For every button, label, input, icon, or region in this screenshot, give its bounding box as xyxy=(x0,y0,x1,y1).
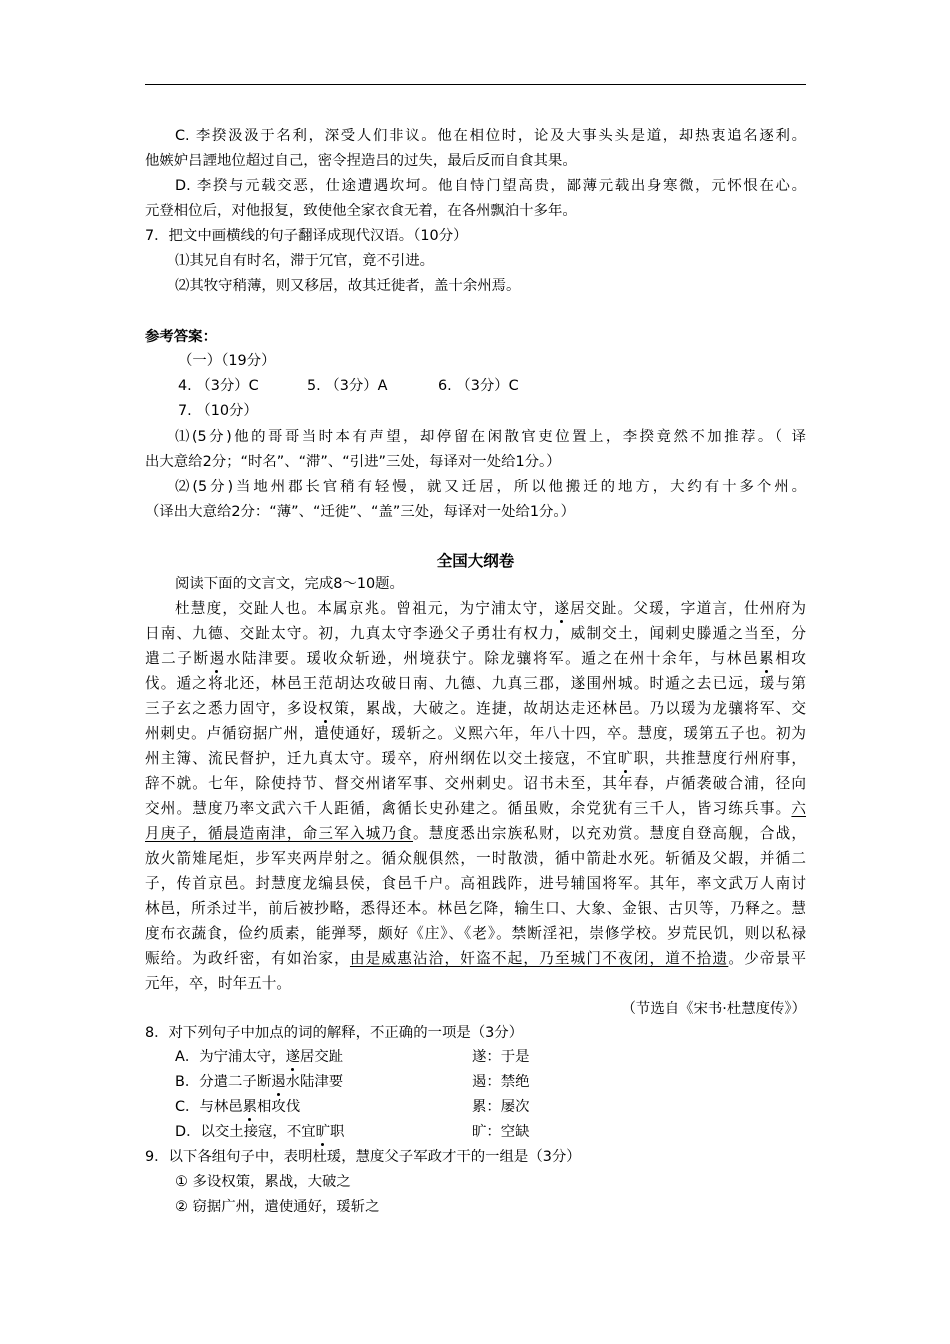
reading-instruction: 阅读下面的文言文，完成8～10题。 xyxy=(175,576,404,592)
passage-line-14: 度布衣蔬食，俭约质素，能弹琴，颇好《庄》、《老》。禁断淫祀，崇修学校。岁荒民饥，则以私禄 xyxy=(145,925,806,942)
question-8-option-c-meaning: 累：屡次 xyxy=(472,1099,530,1115)
passage-line-13: 林邑，所杀过半，前后被抄略，悉得还本。林邑乞降，输生口、大象、金银、古贝等，乃释之。慧 xyxy=(145,900,806,917)
question-8-option-d: D．以交土接寇，不宜旷职 xyxy=(175,1124,345,1140)
answer-q4: 4. （3分）C xyxy=(178,378,259,394)
answer-q6: 6. （3分）C xyxy=(438,378,519,394)
passage-line-3: 遣二子断遏水陆津要。瑗收众斩逊，州境获宁。除龙骧将军。遁之在州十余年，与林邑累相攻 xyxy=(145,650,806,667)
question-7-sentence-1: ⑴其兄自有时名，滞于冗官，竟不引进。 xyxy=(175,253,435,269)
passage-line-7: 州主簿、流民督护，迁九真太守。瑗卒，府州纲佐以交土接寇，不宜旷职，共推慧度行州府事， xyxy=(145,750,806,767)
question-8-option-c: C．与林邑累相攻伐 xyxy=(175,1099,301,1115)
passage-line-1: 杜慧度，交趾人也。本属京兆。曾祖元，为宁浦太守，遂居交趾。父瑗，字道言，仕州府为 xyxy=(175,600,806,617)
answer-7-2-line-2: （译出大意给2分：“薄”、“迁徙”、“盖”三处，每译对一处给1分。） xyxy=(145,504,576,520)
answer-7-1-line-1: ⑴(5分)他的哥哥当时本有声望，却停留在闲散官吏位置上，李揆竟然不加推荐。（ 译 xyxy=(175,429,806,445)
option-d-line-1: D. 李揆与元载交恶，仕途遭遇坎坷。他自恃门望高贵，鄙薄元载出身寒微，元怀恨在心。 xyxy=(175,178,806,194)
question-9-option-2: ② 窃据广州，遣使通好，瑗斩之 xyxy=(175,1199,380,1215)
question-8-option-b-meaning: 遏：禁绝 xyxy=(472,1074,530,1090)
passage-line-16: 元年，卒，时年五十。 xyxy=(145,975,291,992)
section-title: 全国大纲卷 xyxy=(436,552,515,570)
passage-line-9: 交州。慧度乃率文武六千人距循，禽循长史孙建之。循虽败，余党犹有三千人，皆习练兵事。六 xyxy=(145,800,806,817)
passage-line-6: 州刺史。卢循窃据广州，遣使通好，瑗斩之。义熙六年，年八十四，卒。慧度，瑗第五子也。初为 xyxy=(145,725,806,742)
question-8-option-d-meaning: 旷：空缺 xyxy=(472,1124,530,1140)
passage-line-10: 月庚子，循晨造南津，命三军入城乃食。慧度悉出宗族私财，以充劝赏。慧度自登高舰，合战， xyxy=(145,825,806,842)
answers-heading: 参考答案： xyxy=(145,329,217,345)
passage-source: （节选自《宋书·杜慧度传》） xyxy=(621,1001,806,1017)
passage-line-8: 辞不就。七年，除使持节、督交州诸军事、交州刺史。诏书未至，其年春，卢循袭破合浦，径向 xyxy=(145,775,806,792)
passage-line-15: 赈给。为政纤密，有如治家，由是威惠沾洽，奸盗不起，乃至城门不夜闭，道不拾遗。少帝景平 xyxy=(145,950,806,967)
question-9-option-1: ① 多设权策，累战，大破之 xyxy=(175,1174,351,1190)
question-7-sentence-2: ⑵其牧守稍薄，则又移居，故其迁徙者，盖十余州焉。 xyxy=(175,278,521,294)
passage-line-4: 伐。遁之将北还，林邑王范胡达攻破日南、九德、九真三郡，遂围州城。时遁之去已远，瑗与第 xyxy=(145,675,806,692)
passage-line-11: 放火箭雉尾炬，步军夹两岸射之。循众舰俱然，一时散溃，循中箭赴水死。斩循及父嘏，并循二 xyxy=(145,850,806,867)
answer-q7: 7. （10分） xyxy=(178,403,258,419)
question-8-title: 8．对下列句子中加点的词的解释，不正确的一项是（3分） xyxy=(145,1025,524,1041)
question-9-title: 9．以下各组句子中，表明杜瑗，慧度父子军政才干的一组是（3分） xyxy=(145,1149,581,1165)
option-c-line-2: 他嫉妒吕諲地位超过自己，密令捏造吕的过失，最后反而自食其果。 xyxy=(145,153,577,169)
answer-q5: 5. （3分）A xyxy=(307,378,388,394)
header-rule xyxy=(145,84,806,85)
answer-7-2-line-1: ⑵(5分)当地州郡长官稍有轻慢，就又迁居，所以他搬迁的地方，大约有十多个州。 xyxy=(175,479,806,495)
question-8-option-a: A．为宁浦太守，遂居交趾 xyxy=(175,1049,344,1065)
question-8-option-b: B．分遣二子断遏水陆津要 xyxy=(175,1074,344,1090)
passage-line-5: 三子玄之悉力固守，多设权策，累战，大破之。连捷，故胡达走还林邑。乃以瑗为龙骧将军、交 xyxy=(145,700,806,717)
answers-part-one: （一）（19分） xyxy=(178,353,276,369)
question-7-title: 7．把文中画横线的句子翻译成现代汉语。（10分） xyxy=(145,228,468,244)
option-c-line-1: C. 李揆汲汲于名利，深受人们非议。他在相位时，论及大事头头是道，却热衷追名逐利。 xyxy=(175,128,806,144)
question-8-option-a-meaning: 遂：于是 xyxy=(472,1049,530,1065)
passage-line-12: 子，传首京邑。封慧度龙编县侯，食邑千户。高祖践阼，进号辅国将军。其年，率文武万人南讨 xyxy=(145,875,806,892)
option-d-line-2: 元登相位后，对他报复，致使他全家衣食无着，在各州飘泊十多年。 xyxy=(145,203,577,219)
passage-line-2: 日南、九德、交趾太守。初，九真太守李逊父子勇壮有权力，威制交土，闻刺史滕遁之当至，分 xyxy=(145,625,806,642)
answer-7-1-line-2: 出大意给2分；“时名”、“滞”、“引进”三处，每译对一处给1分。） xyxy=(145,454,561,470)
